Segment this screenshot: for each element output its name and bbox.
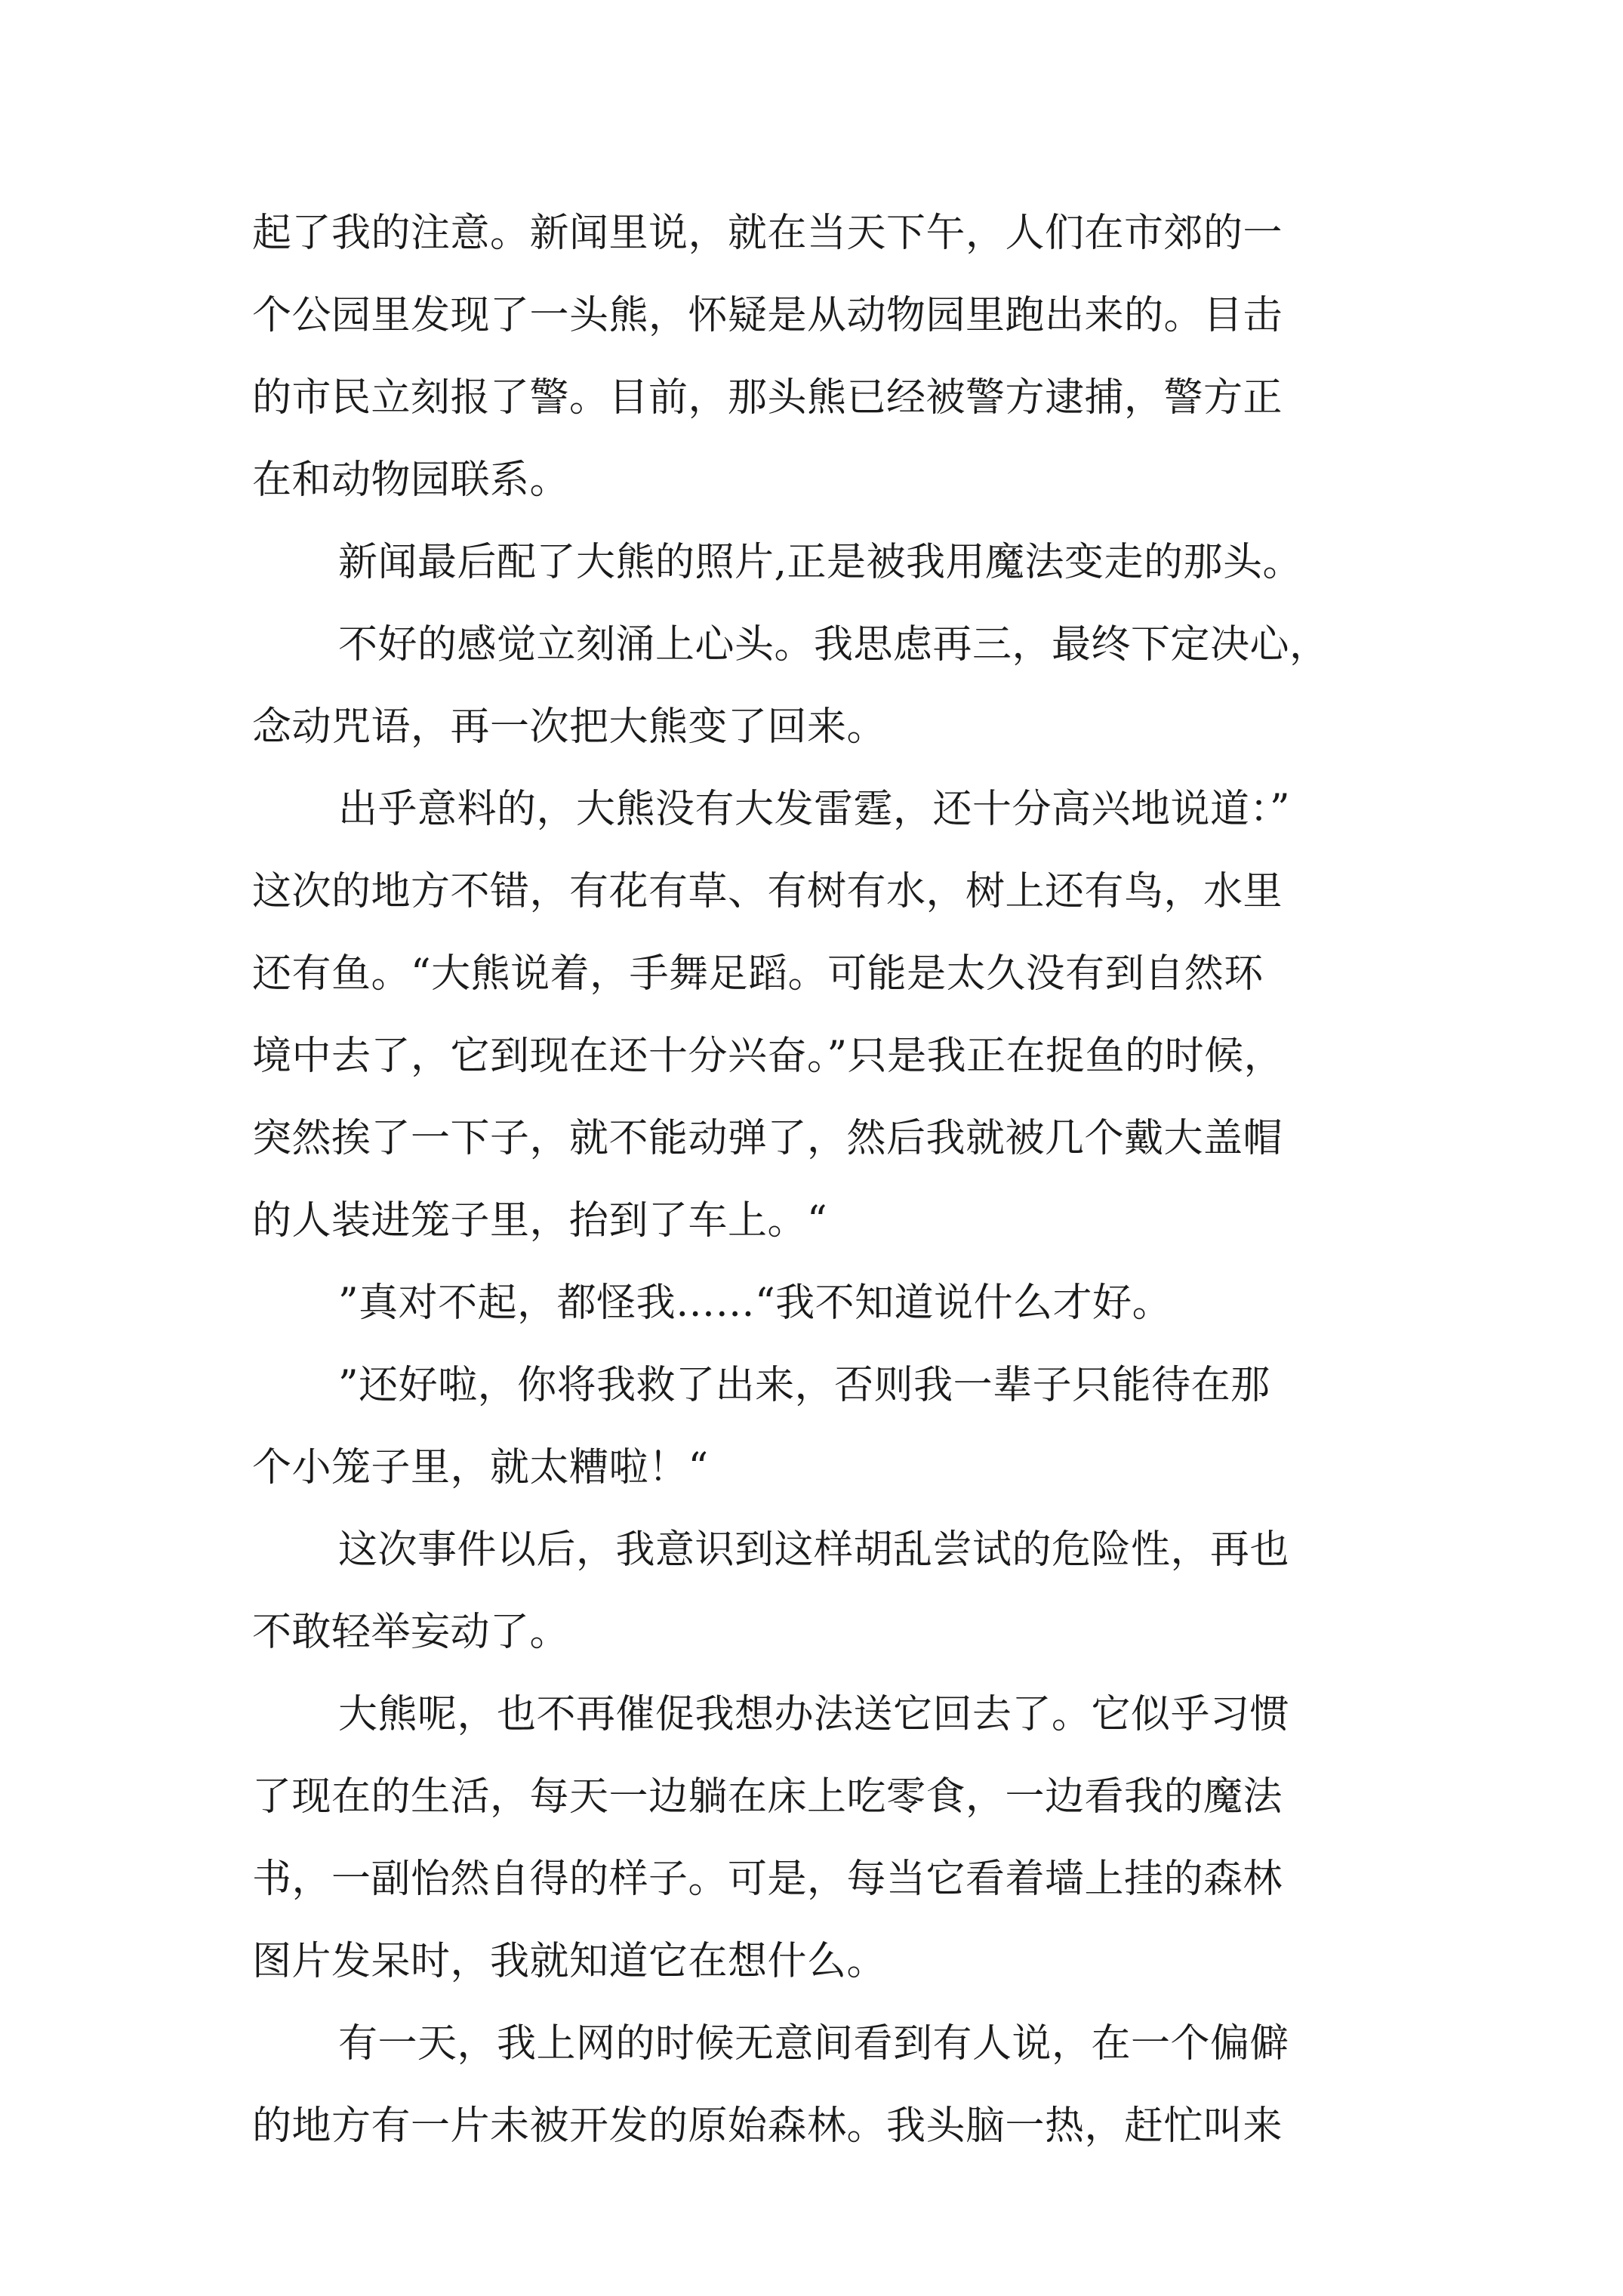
text-line: 还有鱼。“大熊说着，手舞足蹈。可能是太久没有到自然环 — [252, 951, 1264, 997]
text-line: 大熊呢，也不再催促我想办法送它回去了。它似乎习惯 — [338, 1692, 1290, 1737]
text-line: 的人装进笼子里，抬到了车上。“ — [252, 1198, 828, 1244]
text-line: 图片发呆时，我就知道它在想什么。 — [252, 1939, 887, 1984]
text-line: 突然挨了一下子，就不能动弹了，然后我就被几个戴大盖帽 — [252, 1116, 1283, 1161]
text-line: ”还好啦，你将我救了出来，否则我一辈子只能待在那 — [338, 1363, 1270, 1408]
text-line: 不好的感觉立刻涌上心头。我思虑再三，最终下定决心， — [338, 622, 1329, 667]
text-line: 境中去了，它到现在还十分兴奋。”只是我正在捉鱼的时候， — [252, 1034, 1284, 1079]
text-line: 的市民立刻报了警。目前，那头熊已经被警方逮捕，警方正 — [252, 375, 1283, 421]
text-line: 念动咒语，再一次把大熊变了回来。 — [252, 704, 887, 750]
text-line: 有一天，我上网的时候无意间看到有人说，在一个偏僻 — [338, 2021, 1290, 2066]
text-line: 这次的地方不错，有花有草、有树有水，树上还有鸟，水里 — [252, 869, 1283, 914]
text-line: ”真对不起，都怪我……“我不知道说什么才好。 — [338, 1281, 1172, 1326]
body-text — [252, 193, 1381, 2168]
text-line: 起了我的注意。新闻里说，就在当天下午，人们在市郊的一 — [252, 211, 1283, 256]
text-line: 书，一副怡然自得的样子。可是，每当它看着墙上挂的森林 — [252, 1857, 1283, 1902]
text-line: 的地方有一片未被开发的原始森林。我头脑一热，赶忙叫来 — [252, 2103, 1283, 2149]
text-line: 了现在的生活，每天一边躺在床上吃零食，一边看我的魔法 — [252, 1774, 1283, 1820]
text-line: 个小笼子里，就太糟啦！“ — [252, 1445, 709, 1490]
text-line: 个公园里发现了一头熊，怀疑是从动物园里跑出来的。目击 — [252, 293, 1283, 338]
text-line: 不敢轻举妄动了。 — [252, 1610, 570, 1655]
text-line: 出乎意料的，大熊没有大发雷霆，还十分高兴地说道：” — [338, 787, 1291, 832]
text-line: 在和动物园联系。 — [252, 458, 570, 503]
text-line: 这次事件以后，我意识到这样胡乱尝试的危险性，再也 — [338, 1527, 1290, 1573]
text-line: 新闻最后配了大熊的照片,正是被我用魔法变走的那头。 — [338, 540, 1303, 585]
